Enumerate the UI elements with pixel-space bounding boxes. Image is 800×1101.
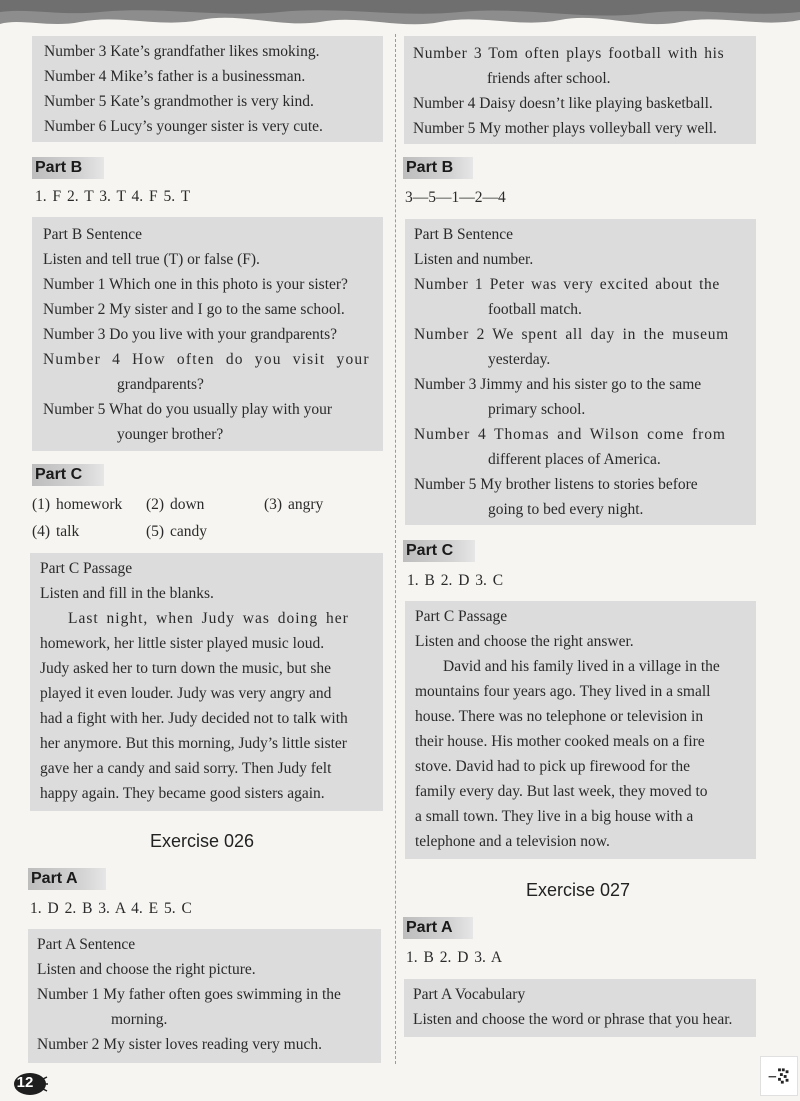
script-line: Number 1 My father often goes swimming in the	[37, 986, 341, 1003]
part-c-label: Part C	[32, 464, 104, 486]
left-part-c-passage	[30, 553, 383, 811]
script-instruction: Listen and choose the right answer.	[415, 633, 634, 650]
script-heading: Part A Sentence	[37, 936, 136, 953]
passage-line: family every day. But last week, they moved to	[415, 783, 708, 800]
passage-line: stove. David had to pick up firewood for the	[415, 758, 691, 775]
passage-line: happy again. They became good sisters again.	[40, 785, 325, 802]
script-line-continued: football match.	[488, 301, 582, 318]
passage-line: gave her a candy and said sorry. Then Judy felt	[40, 760, 332, 777]
part-c-answers-row-2	[32, 521, 207, 543]
script-line: Number 3 Tom often plays football with his	[413, 45, 725, 62]
passage-line: played it even louder. Judy was very angry and	[40, 685, 332, 702]
script-line: Number 2 My sister and I go to the same school.	[43, 301, 345, 318]
passage-line: mountains four years ago. They lived in a small	[415, 683, 711, 700]
answer-item: (1) homework	[32, 496, 123, 513]
passage-line: her anymore. But this morning, Judy’s little sister	[40, 735, 347, 752]
script-line-continued: morning.	[111, 1011, 168, 1028]
script-line-continued: yesterday.	[488, 351, 551, 368]
script-line: Number 1 Which one in this photo is your sister?	[43, 276, 348, 293]
part-a-answers: 1. D 2. B 3. A 4. E 5. C	[30, 900, 192, 917]
passage-line: Last night, when Judy was doing her	[68, 610, 349, 627]
script-line: Number 3 Jimmy and his sister go to the same	[414, 376, 702, 393]
part-c-label: Part C	[403, 540, 475, 562]
script-line-continued: younger brother?	[117, 426, 224, 443]
passage-line: had a fight with her. Judy decided not to talk with	[40, 710, 348, 727]
script-heading: Part C Passage	[415, 608, 508, 625]
passage-line: their house. His mother cooked meals on a fire	[415, 733, 705, 750]
answer-item: (2) down	[146, 496, 205, 513]
part-c-answers-row-1	[32, 494, 323, 516]
script-line: Number 3 Do you live with your grandparents?	[43, 326, 338, 343]
script-line: Number 4 Mike’s father is a businessman.	[44, 68, 306, 85]
column-divider	[395, 34, 396, 1064]
passage-line: a small town. They live in a big house with a	[415, 808, 694, 825]
part-a-answers: 1. B 2. D 3. A	[406, 949, 503, 966]
script-line-continued: friends after school.	[487, 70, 611, 87]
right-part-a-script	[404, 979, 756, 1037]
script-line: Number 5 My mother plays volleyball very well.	[413, 120, 717, 137]
script-line: Number 2 We spent all day in the museum	[414, 326, 729, 343]
script-line: Number 5 My brother listens to stories before	[414, 476, 698, 493]
passage-line: house. There was no telephone or television in	[415, 708, 704, 725]
page-number: 12	[16, 1074, 34, 1091]
script-line: Number 5 Kate’s grandmother is very kind.	[44, 93, 314, 110]
script-instruction: Listen and choose the right picture.	[37, 961, 256, 978]
script-instruction: Listen and number.	[414, 251, 534, 268]
exercise-title: Exercise 026	[150, 831, 255, 851]
script-line: Number 1 Peter was very excited about the	[414, 276, 720, 293]
right-part-b-script	[405, 219, 756, 525]
script-heading: Part A Vocabulary	[413, 986, 526, 1003]
part-c-answers: 1. B 2. D 3. C	[407, 572, 504, 589]
part-b-label: Part B	[32, 157, 104, 179]
qr-code-icon	[760, 1056, 798, 1096]
script-line: Number 3 Kate’s grandfather likes smoking.	[44, 43, 320, 60]
part-a-label: Part A	[28, 868, 106, 890]
left-part-b-script	[32, 217, 383, 451]
script-line: Number 4 Daisy doesn’t like playing basketball.	[413, 95, 713, 112]
right-script-block-1	[404, 36, 756, 144]
part-b-answers: 1. F 2. T 3. T 4. F 5. T	[35, 188, 191, 205]
script-heading: Part B Sentence	[43, 226, 143, 243]
script-line-continued: different places of America.	[488, 451, 661, 468]
answer-item: (4) talk	[32, 523, 80, 540]
part-b-answers: 3—5—1—2—4	[405, 189, 506, 206]
script-line: Number 4 Thomas and Wilson come from	[414, 426, 726, 443]
right-part-c-passage	[405, 601, 756, 859]
top-border-decoration	[0, 0, 800, 34]
exercise-title: Exercise 027	[526, 880, 631, 900]
part-b-label: Part B	[403, 157, 473, 179]
script-line: Number 4 How often do you visit your	[43, 351, 370, 368]
script-line-continued: primary school.	[488, 401, 586, 418]
script-line: Number 6 Lucy’s younger sister is very cute.	[44, 118, 323, 135]
passage-line: David and his family lived in a village in the	[443, 658, 720, 675]
passage-line: homework, her little sister played music loud.	[40, 635, 325, 652]
script-instruction: Listen and fill in the blanks.	[40, 585, 214, 602]
script-instruction: Listen and choose the word or phrase that you hear.	[413, 1011, 733, 1028]
left-part-a-script	[28, 929, 381, 1063]
passage-line: Judy asked her to turn down the music, but she	[40, 660, 332, 677]
script-heading: Part B Sentence	[414, 226, 514, 243]
left-script-block-1	[32, 36, 383, 142]
script-line: Number 2 My sister loves reading very much.	[37, 1036, 322, 1053]
script-line-continued: going to bed every night.	[488, 501, 644, 518]
script-heading: Part C Passage	[40, 560, 133, 577]
answer-item: (3) angry	[264, 496, 324, 513]
script-instruction: Listen and tell true (T) or false (F).	[43, 251, 260, 268]
answer-item: (5) candy	[146, 523, 207, 540]
script-line: Number 5 What do you usually play with your	[43, 401, 333, 418]
passage-line: telephone and a television now.	[415, 833, 610, 850]
script-line-continued: grandparents?	[117, 376, 204, 393]
part-a-label: Part A	[403, 917, 473, 939]
